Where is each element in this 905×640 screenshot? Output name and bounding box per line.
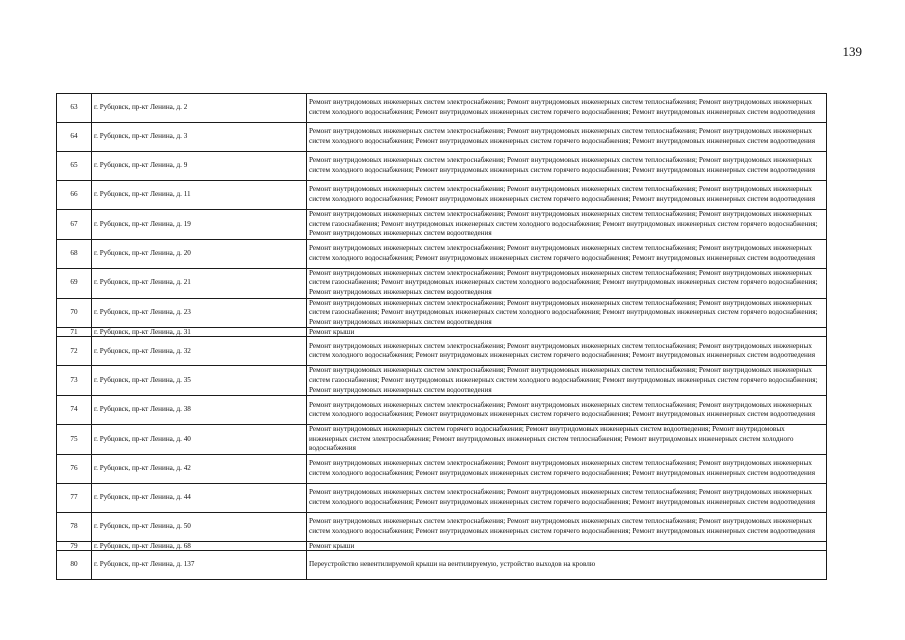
table-row <box>57 210 827 240</box>
table-row <box>57 298 827 328</box>
row-number: 67 <box>57 210 92 240</box>
address-cell: г. Рубцовск, пр-кт Ленина, д. 19 <box>92 210 307 240</box>
row-number: 66 <box>57 181 92 210</box>
address-cell: г. Рубцовск, пр-кт Ленина, д. 137 <box>92 550 307 579</box>
table-row <box>57 181 827 210</box>
table-body <box>57 94 827 580</box>
works-cell: Ремонт внутридомовых инженерных систем электроснабжения; Ремонт внутридомовых инженерных систем теплоснабжения; Ремонт внутридомовых инженерных систем газоснабжения; Ремонт внутридомовых инженерных систем холодного водоснабжения; Ремонт внутридомовых инженерных систем горячего водоснабжения; Ремонт внутридомовых инженерных систем водоотведения <box>307 298 827 328</box>
address-cell: г. Рубцовск, пр-кт Ленина, д. 50 <box>92 512 307 541</box>
row-number: 73 <box>57 366 92 396</box>
table-row <box>57 337 827 366</box>
works-cell: Ремонт внутридомовых инженерных систем электроснабжения; Ремонт внутридомовых инженерных систем теплоснабжения; Ремонт внутридомовых инженерных систем холодного водоснабжения; Ремонт внутридомовых инженерных систем горячего водоснабжения; Ремонт внутридомовых инженерных систем водоотведения <box>307 94 827 123</box>
table-row <box>57 550 827 579</box>
address-cell: г. Рубцовск, пр-кт Ленина, д. 35 <box>92 366 307 396</box>
table-row <box>57 512 827 541</box>
address-cell: г. Рубцовск, пр-кт Ленина, д. 11 <box>92 181 307 210</box>
row-number: 76 <box>57 454 92 483</box>
works-cell: Ремонт внутридомовых инженерных систем электроснабжения; Ремонт внутридомовых инженерных систем теплоснабжения; Ремонт внутридомовых инженерных систем холодного водоснабжения; Ремонт внутридомовых инженерных систем горячего водоснабжения; Ремонт внутридомовых инженерных систем водоотведения <box>307 239 827 268</box>
table-row <box>57 123 827 152</box>
works-cell: Ремонт внутридомовых инженерных систем электроснабжения; Ремонт внутридомовых инженерных систем теплоснабжения; Ремонт внутридомовых инженерных систем холодного водоснабжения; Ремонт внутридомовых инженерных систем горячего водоснабжения; Ремонт внутридомовых инженерных систем водоотведения <box>307 152 827 181</box>
works-cell: Ремонт крыши <box>307 541 827 550</box>
row-number: 68 <box>57 239 92 268</box>
table-row <box>57 366 827 396</box>
row-number: 79 <box>57 541 92 550</box>
row-number: 80 <box>57 550 92 579</box>
row-number: 78 <box>57 512 92 541</box>
address-cell: г. Рубцовск, пр-кт Ленина, д. 2 <box>92 94 307 123</box>
address-cell: г. Рубцовск, пр-кт Ленина, д. 44 <box>92 483 307 512</box>
row-number: 63 <box>57 94 92 123</box>
table-row <box>57 328 827 337</box>
row-number: 70 <box>57 298 92 328</box>
address-cell: г. Рубцовск, пр-кт Ленина, д. 20 <box>92 239 307 268</box>
table-row <box>57 152 827 181</box>
address-cell: г. Рубцовск, пр-кт Ленина, д. 23 <box>92 298 307 328</box>
works-cell: Ремонт внутридомовых инженерных систем электроснабжения; Ремонт внутридомовых инженерных систем теплоснабжения; Ремонт внутридомовых инженерных систем холодного водоснабжения; Ремонт внутридомовых инженерных систем горячего водоснабжения; Ремонт внутридомовых инженерных систем водоотведения <box>307 123 827 152</box>
table-row <box>57 396 827 425</box>
works-cell: Ремонт внутридомовых инженерных систем электроснабжения; Ремонт внутридомовых инженерных систем теплоснабжения; Ремонт внутридомовых инженерных систем холодного водоснабжения; Ремонт внутридомовых инженерных систем горячего водоснабжения; Ремонт внутридомовых инженерных систем водоотведения <box>307 396 827 425</box>
row-number: 75 <box>57 425 92 455</box>
table-row <box>57 483 827 512</box>
works-cell: Ремонт внутридомовых инженерных систем электроснабжения; Ремонт внутридомовых инженерных систем теплоснабжения; Ремонт внутридомовых инженерных систем газоснабжения; Ремонт внутридомовых инженерных систем холодного водоснабжения; Ремонт внутридомовых инженерных систем горячего водоснабжения; Ремонт внутридомовых инженерных систем водоотведения <box>307 366 827 396</box>
works-cell: Переустройство невентилируемой крыши на вентилируемую, устройство выходов на кровлю <box>307 550 827 579</box>
works-cell: Ремонт внутридомовых инженерных систем электроснабжения; Ремонт внутридомовых инженерных систем теплоснабжения; Ремонт внутридомовых инженерных систем холодного водоснабжения; Ремонт внутридомовых инженерных систем горячего водоснабжения; Ремонт внутридомовых инженерных систем водоотведения <box>307 337 827 366</box>
works-cell: Ремонт крыши <box>307 328 827 337</box>
works-cell: Ремонт внутридомовых инженерных систем горячего водоснабжения; Ремонт внутридомовых инженерных систем водоотведения; Ремонт внутридомовых инженерных систем электроснабжения; Ремонт внутридомовых инженерных систем теплоснабжения; Ремонт внутридомовых инженерных систем холодного водоснабжения <box>307 425 827 455</box>
address-cell: г. Рубцовск, пр-кт Ленина, д. 42 <box>92 454 307 483</box>
row-number: 72 <box>57 337 92 366</box>
works-cell: Ремонт внутридомовых инженерных систем электроснабжения; Ремонт внутридомовых инженерных систем теплоснабжения; Ремонт внутридомовых инженерных систем холодного водоснабжения; Ремонт внутридомовых инженерных систем горячего водоснабжения; Ремонт внутридомовых инженерных систем водоотведения <box>307 454 827 483</box>
address-cell: г. Рубцовск, пр-кт Ленина, д. 31 <box>92 328 307 337</box>
address-cell: г. Рубцовск, пр-кт Ленина, д. 9 <box>92 152 307 181</box>
row-number: 65 <box>57 152 92 181</box>
table-row <box>57 454 827 483</box>
works-cell: Ремонт внутридомовых инженерных систем электроснабжения; Ремонт внутридомовых инженерных систем теплоснабжения; Ремонт внутридомовых инженерных систем газоснабжения; Ремонт внутридомовых инженерных систем холодного водоснабжения; Ремонт внутридомовых инженерных систем горячего водоснабжения; Ремонт внутридомовых инженерных систем водоотведения <box>307 210 827 240</box>
works-cell: Ремонт внутридомовых инженерных систем электроснабжения; Ремонт внутридомовых инженерных систем теплоснабжения; Ремонт внутридомовых инженерных систем холодного водоснабжения; Ремонт внутридомовых инженерных систем горячего водоснабжения; Ремонт внутридомовых инженерных систем водоотведения <box>307 483 827 512</box>
repair-works-table <box>56 93 827 580</box>
table-row <box>57 94 827 123</box>
works-cell: Ремонт внутридомовых инженерных систем электроснабжения; Ремонт внутридомовых инженерных систем теплоснабжения; Ремонт внутридомовых инженерных систем холодного водоснабжения; Ремонт внутридомовых инженерных систем горячего водоснабжения; Ремонт внутридомовых инженерных систем водоотведения <box>307 512 827 541</box>
address-cell: г. Рубцовск, пр-кт Ленина, д. 21 <box>92 268 307 298</box>
works-cell: Ремонт внутридомовых инженерных систем электроснабжения; Ремонт внутридомовых инженерных систем теплоснабжения; Ремонт внутридомовых инженерных систем газоснабжения; Ремонт внутридомовых инженерных систем холодного водоснабжения; Ремонт внутридомовых инженерных систем горячего водоснабжения; Ремонт внутридомовых инженерных систем водоотведения <box>307 268 827 298</box>
address-cell: г. Рубцовск, пр-кт Ленина, д. 3 <box>92 123 307 152</box>
table-row <box>57 541 827 550</box>
table-row <box>57 268 827 298</box>
row-number: 77 <box>57 483 92 512</box>
row-number: 71 <box>57 328 92 337</box>
address-cell: г. Рубцовск, пр-кт Ленина, д. 68 <box>92 541 307 550</box>
table-row <box>57 239 827 268</box>
address-cell: г. Рубцовск, пр-кт Ленина, д. 40 <box>92 425 307 455</box>
page-number: 139 <box>842 44 862 59</box>
table-row <box>57 425 827 455</box>
works-cell: Ремонт внутридомовых инженерных систем электроснабжения; Ремонт внутридомовых инженерных систем теплоснабжения; Ремонт внутридомовых инженерных систем холодного водоснабжения; Ремонт внутридомовых инженерных систем горячего водоснабжения; Ремонт внутридомовых инженерных систем водоотведения <box>307 181 827 210</box>
row-number: 74 <box>57 396 92 425</box>
address-cell: г. Рубцовск, пр-кт Ленина, д. 32 <box>92 337 307 366</box>
row-number: 69 <box>57 268 92 298</box>
row-number: 64 <box>57 123 92 152</box>
address-cell: г. Рубцовск, пр-кт Ленина, д. 38 <box>92 396 307 425</box>
